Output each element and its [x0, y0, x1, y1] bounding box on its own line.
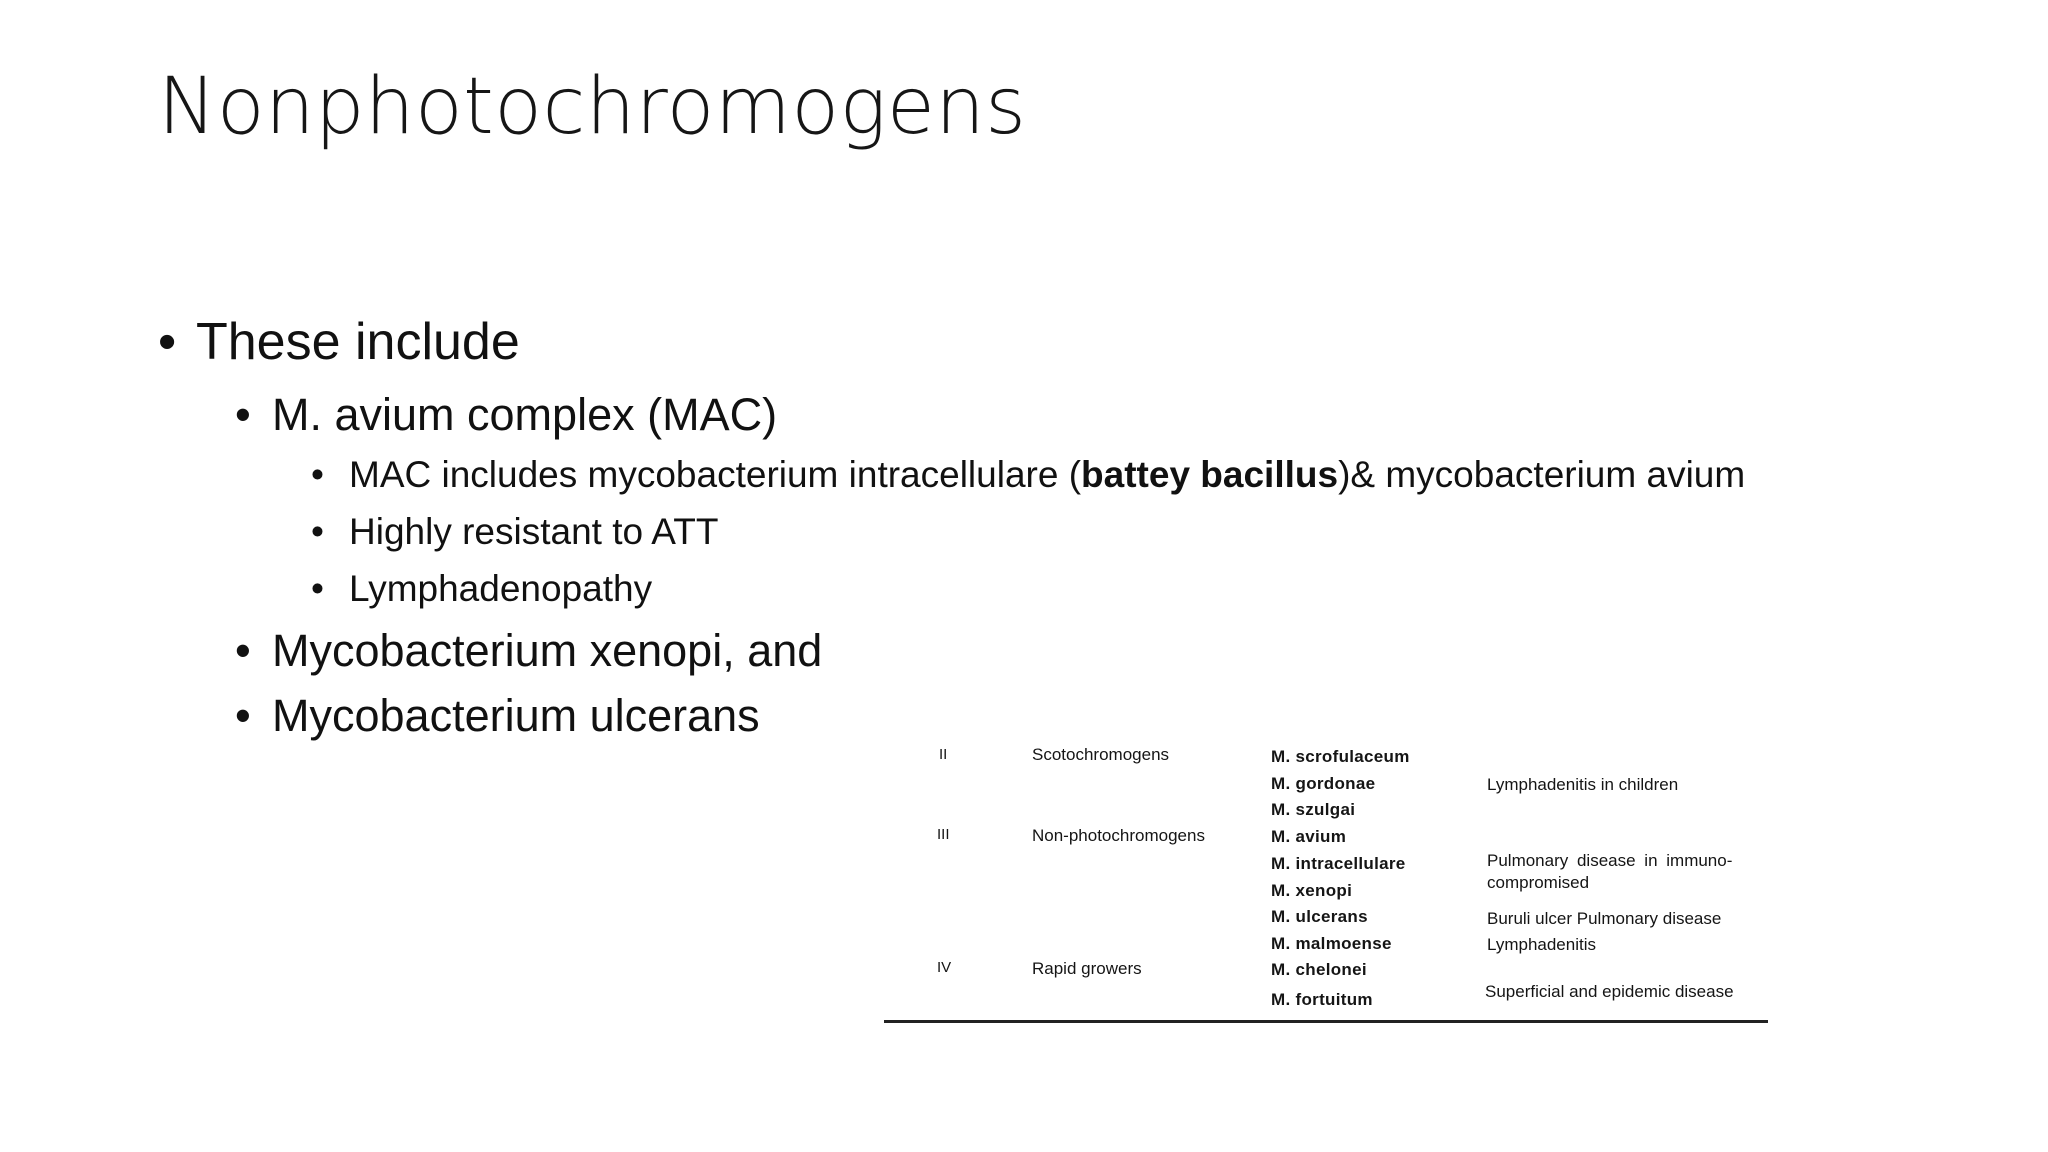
- bullet-text: [349, 454, 1745, 495]
- bullet-text: M. avium complex (MAC): [272, 389, 778, 440]
- bullet-text: Mycobacterium xenopi, and: [272, 625, 823, 676]
- group-roman: II: [939, 746, 948, 763]
- slide-title: Nonphotochromogens: [158, 62, 1027, 152]
- bullet-dot: •: [235, 690, 251, 741]
- group-name: Scotochromogens: [1032, 745, 1170, 764]
- species-name: M. gordonae: [1271, 774, 1376, 793]
- disease-text: Lymphadenitis in children: [1487, 775, 1679, 794]
- mac-avium-text: )& mycobacterium avium: [1338, 454, 1746, 495]
- mycobacteria-classification-table: [884, 740, 1784, 1040]
- disease-text: Superficial and epidemic disease: [1485, 982, 1734, 1001]
- bullet-dot: •: [235, 625, 251, 676]
- species-name: M. ulcerans: [1271, 907, 1368, 926]
- bullet-lymphadenopathy: [311, 568, 652, 610]
- bullet-dot: •: [158, 313, 177, 371]
- bullet-text: Mycobacterium ulcerans: [272, 690, 760, 741]
- mac-includes-text: MAC includes mycobacterium intracellulare (: [349, 454, 1082, 495]
- disease-text: Pulmonary disease in immuno-: [1487, 851, 1733, 870]
- bullet-text: Lymphadenopathy: [349, 568, 653, 609]
- group-name: Non-photochromogens: [1032, 826, 1205, 845]
- bullet-dot: •: [311, 454, 324, 495]
- species-name: M. scrofulaceum: [1271, 747, 1410, 766]
- disease-text: compromised: [1487, 873, 1590, 892]
- bullet-dot: •: [311, 568, 324, 609]
- bullet-text: Highly resistant to ATT: [349, 511, 719, 552]
- species-name: M. intracellulare: [1271, 854, 1406, 873]
- group-roman: IV: [937, 959, 952, 976]
- species-name: M. szulgai: [1271, 800, 1356, 819]
- species-name: M. xenopi: [1271, 881, 1353, 900]
- group-name: Rapid growers: [1032, 959, 1142, 978]
- species-name: M. avium: [1271, 827, 1347, 846]
- bullet-mac-includes: [311, 454, 1745, 496]
- bullet-dot: •: [235, 389, 251, 440]
- bullet-highly-resistant: [311, 511, 718, 553]
- bullet-text: These include: [196, 313, 520, 371]
- battey-bacillus-text: battey bacillus: [1081, 454, 1339, 495]
- group-roman: III: [937, 826, 950, 843]
- species-name: M. fortuitum: [1271, 990, 1373, 1009]
- bullet-ulcerans: [235, 690, 760, 742]
- bullet-xenopi: [235, 625, 822, 677]
- species-name: M. malmoense: [1271, 934, 1392, 953]
- disease-text: Lymphadenitis: [1487, 935, 1596, 954]
- species-name: M. chelonei: [1271, 960, 1367, 979]
- disease-text: Buruli ulcer Pulmonary disease: [1487, 909, 1722, 928]
- table-bottom-rule: [884, 1020, 1768, 1023]
- bullet-these-include: [158, 312, 520, 372]
- bullet-mac: [235, 389, 777, 441]
- bullet-dot: •: [311, 511, 324, 552]
